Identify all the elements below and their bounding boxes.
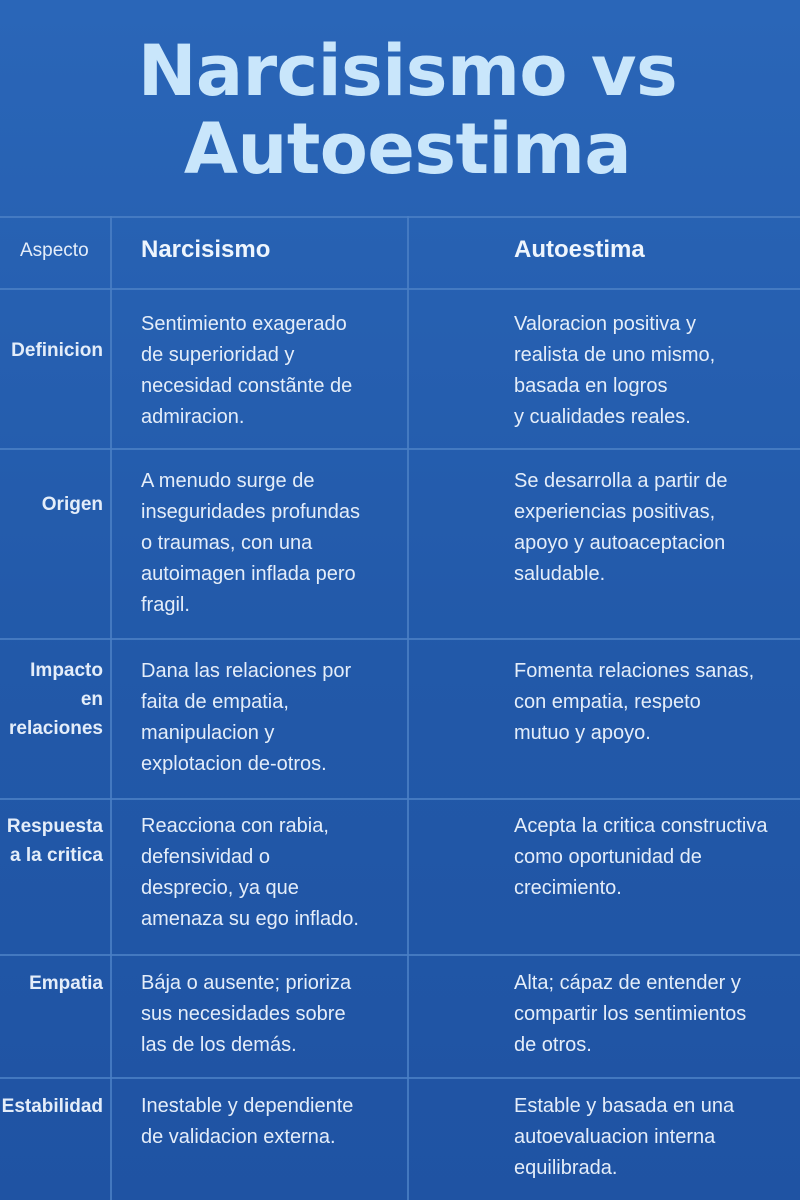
aspect-line: Impacto	[30, 660, 103, 681]
page-title	[0, 32, 800, 188]
cell-narcisismo	[141, 309, 403, 433]
cell-line: Bája o ausente; prioriza	[141, 972, 352, 994]
cell-line: Reacciona con rabia,	[141, 815, 329, 837]
cell-autoestima	[514, 1091, 800, 1184]
grid-line	[0, 288, 800, 290]
cell-line: de validacion externa.	[141, 1126, 336, 1148]
cell-line: Sentimiento exagerado	[141, 313, 347, 335]
cell-line: y cualidades reales.	[514, 406, 691, 428]
aspect-line: en	[80, 689, 103, 710]
cell-line: autoimagen inflada pero	[141, 563, 356, 585]
cell-narcisismo	[141, 968, 403, 1061]
cell-autoestima	[514, 968, 800, 1061]
cell-line: fragil.	[141, 594, 190, 616]
cell-line: como oportunidad de	[514, 846, 702, 868]
aspect-line: a la critica	[10, 845, 103, 866]
aspect-line: Origen	[41, 494, 103, 515]
header-aspect: Aspecto	[20, 240, 89, 261]
title-line-2: Autoestima	[183, 108, 632, 190]
cell-line: crecimiento.	[514, 877, 622, 899]
cell-line: Estable y basada en una	[514, 1095, 735, 1117]
cell-line: inseguridades profundas	[141, 501, 361, 523]
grid-line	[110, 216, 112, 1200]
grid-line	[0, 954, 800, 956]
cell-line: compartir los sentimientos	[514, 1003, 747, 1025]
cell-line: Valoracion positiva y	[514, 313, 696, 335]
cell-line: sus necesidades sobre	[141, 1003, 346, 1025]
cell-line: mutuo y apoyo.	[514, 722, 651, 744]
cell-line: necesidad constãnte de	[141, 375, 353, 397]
row-aspect	[42, 490, 103, 519]
cell-line: Fomenta relaciones sanas,	[514, 660, 755, 682]
cell-line: A menudo surge de	[141, 470, 315, 492]
row-aspect	[7, 812, 103, 870]
aspect-line: Definicion	[11, 340, 103, 361]
row-aspect	[9, 656, 103, 743]
cell-line: apoyo y autoaceptacion	[514, 532, 726, 554]
cell-autoestima	[514, 656, 800, 749]
cell-line: autoevaluacion interna	[514, 1126, 716, 1148]
cell-line: Se desarrolla a partir de	[514, 470, 728, 492]
cell-line: admiracion.	[141, 406, 245, 428]
cell-line: defensividad o	[141, 846, 270, 868]
cell-autoestima	[514, 811, 800, 904]
aspect-line: Respuesta	[6, 816, 103, 837]
cell-narcisismo	[141, 811, 403, 935]
cell-line: Dana las relaciones por	[141, 660, 352, 682]
grid-line	[0, 448, 800, 450]
row-aspect	[2, 1092, 103, 1121]
aspect-line: Empatia	[29, 973, 103, 994]
cell-line: o traumas, con una	[141, 532, 313, 554]
title-line-1: Narcisismo vs	[137, 30, 678, 112]
aspect-line: relaciones	[9, 718, 103, 739]
grid-line	[0, 638, 800, 640]
cell-line: Acepta la critica constructiva	[514, 815, 768, 837]
cell-line: con empatia, respeto	[514, 691, 701, 713]
cell-line: explotacion de-otros.	[141, 753, 327, 775]
cell-line: basada en logros	[514, 375, 668, 397]
cell-line: de otros.	[514, 1034, 592, 1056]
cell-line: manipulacion y	[141, 722, 275, 744]
aspect-line: Estabilidad	[1, 1096, 103, 1117]
cell-line: saludable.	[514, 563, 606, 585]
cell-line: las de los demás.	[141, 1034, 297, 1056]
grid-line	[0, 1077, 800, 1079]
cell-line: experiencias positivas,	[514, 501, 716, 523]
cell-autoestima	[514, 309, 800, 433]
header-autoestima: Autoestima	[514, 236, 645, 263]
cell-line: Inestable y dependiente	[141, 1095, 354, 1117]
cell-narcisismo	[141, 466, 403, 621]
cell-autoestima	[514, 466, 800, 590]
header-narcisismo: Narcisismo	[141, 236, 271, 263]
grid-line	[0, 216, 800, 218]
cell-line: Alta; cápaz de entender y	[514, 972, 741, 994]
row-aspect	[29, 969, 103, 998]
grid-line	[407, 216, 409, 1200]
cell-line: realista de uno mismo,	[514, 344, 716, 366]
cell-line: de superioridad y	[141, 344, 295, 366]
cell-line: amenaza su ego inflado.	[141, 908, 359, 930]
grid-line	[0, 798, 800, 800]
cell-line: desprecio, ya que	[141, 877, 299, 899]
row-aspect	[11, 336, 103, 365]
cell-line: faita de empatia,	[141, 691, 289, 713]
cell-narcisismo	[141, 656, 403, 780]
cell-narcisismo	[141, 1091, 403, 1153]
cell-line: equilibrada.	[514, 1157, 618, 1179]
